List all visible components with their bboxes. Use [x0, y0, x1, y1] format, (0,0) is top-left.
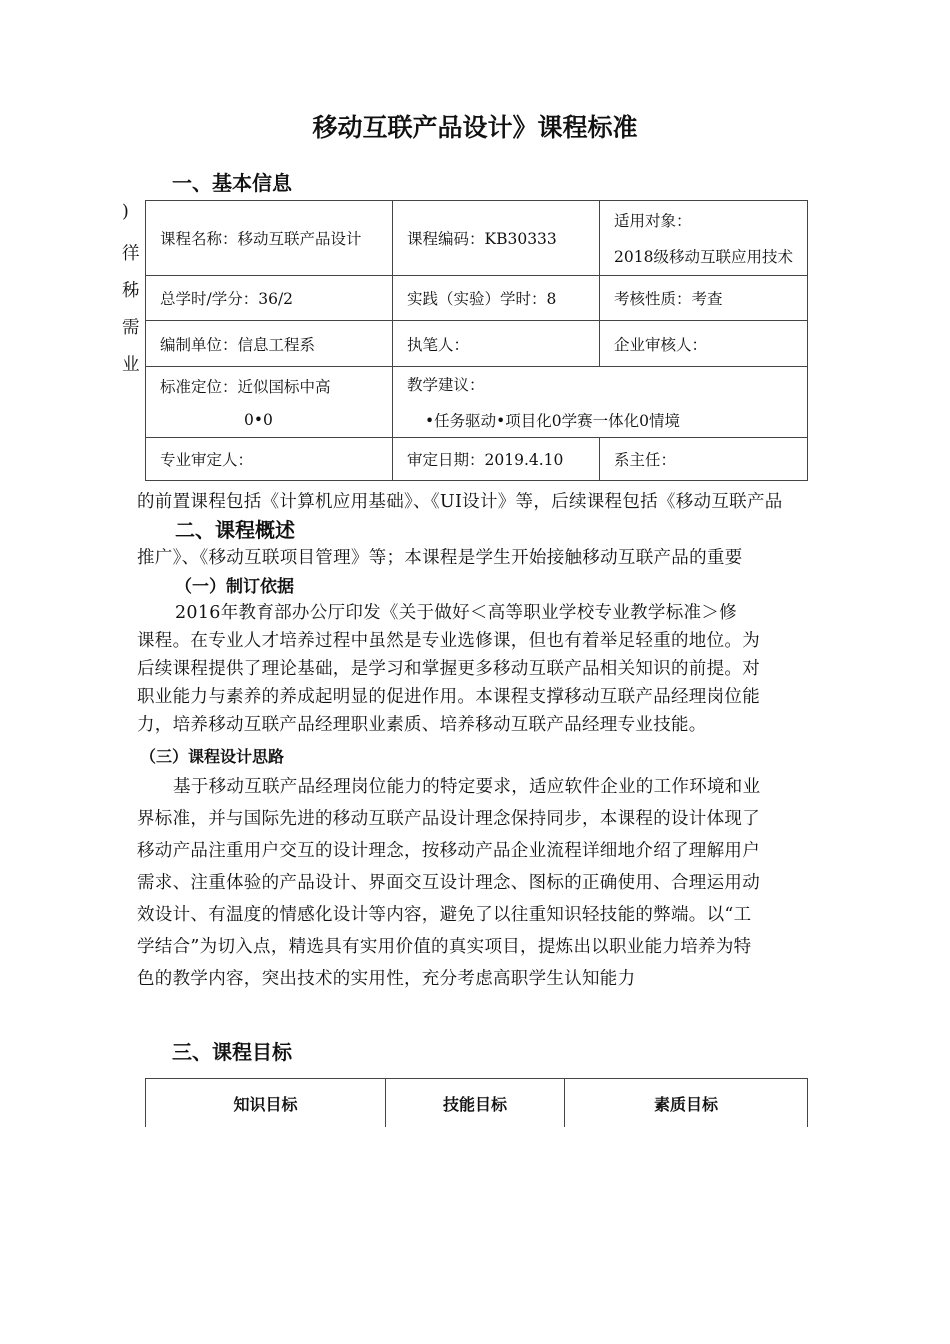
section-overview-heading: 二、课程概述: [175, 518, 295, 542]
hidden-text-fragment: 业: [122, 355, 140, 375]
positioning-cell: [146, 367, 393, 438]
quality-goal-header: 素质目标: [565, 1079, 808, 1128]
design-line: 学结合”为切入点，精选具有实用价值的真实项目，提炼出以职业能力培养为特: [137, 937, 752, 957]
design-line: 效设计、有温度的情感化设计等内容，避免了以往重知识轻技能的弊端。以“工: [137, 905, 752, 925]
design-subheading: （三）课程设计思路: [140, 747, 285, 766]
basis-line: 2016年教育部办公厅印发《关于做好＜高等职业学校专业教学标准＞修: [175, 603, 737, 623]
goals-table: [145, 1078, 808, 1127]
section-goals-heading: 三、课程目标: [172, 1040, 292, 1064]
skill-goal-header: 技能目标: [386, 1079, 565, 1128]
design-line: 需求、注重体验的产品设计、界面交互设计理念、图标的正确使用、合理运用动: [137, 873, 760, 893]
director-cell: 系主任：: [600, 438, 808, 481]
writer-cell: 执笔人：: [393, 321, 600, 367]
audience-label: 适用对象：: [614, 212, 692, 230]
enterprise-reviewer-cell: 企业审核人：: [600, 321, 808, 367]
overview-line: 后续课程提供了理论基础，是学习和掌握更多移动互联产品相关知识的前提。对: [137, 659, 760, 679]
document-title: 移动互联产品设计》课程标准: [312, 113, 638, 142]
audience-value: 2018级移动互联应用技术: [614, 248, 793, 266]
design-line: 界标准，并与国际先进的移动互联产品设计理念保持同步，本课程的设计体现了: [137, 809, 760, 829]
design-line: 色的教学内容，突出技术的实用性，充分考虑高职学生认知能力: [137, 969, 636, 989]
audience-cell: [600, 201, 808, 276]
hidden-text-fragment: 徉: [122, 244, 140, 264]
assessment-cell: 考核性质：考查: [600, 276, 808, 321]
hours-cell: 总学时/学分：36/2: [146, 276, 393, 321]
positioning-value: 0•0: [244, 411, 273, 429]
review-date-cell: 审定日期：2019.4.10: [393, 438, 600, 481]
teaching-label: 教学建议：: [407, 376, 485, 394]
overview-line: 职业能力与素养的养成起明显的促进作用。本课程支撑移动互联产品经理岗位能: [137, 687, 760, 707]
reviewer-cell: 专业审定人：: [146, 438, 393, 481]
overview-line: 的前置课程包括《计算机应用基础》、《UI设计》等，后续课程包括《移动互联产品: [137, 492, 783, 512]
hidden-text-fragment: 秭: [122, 281, 140, 301]
design-line: 移动产品注重用户交互的设计理念，按移动产品企业流程详细地介绍了理解用户: [137, 841, 760, 861]
overview-line: 推广》、《移动互联项目管理》等；本课程是学生开始接触移动互联产品的重要: [137, 548, 743, 568]
section-basic-info-heading: 一、基本信息: [172, 171, 292, 195]
overview-line: 课程。在专业人才培养过程中虽然是专业选修课，但也有着举足轻重的地位。为: [137, 631, 760, 651]
course-code-cell: 课程编码：KB30333: [393, 201, 600, 276]
course-name-cell: 课程名称：移动互联产品设计: [146, 201, 393, 276]
teaching-suggestion-cell: [393, 367, 808, 438]
hidden-text-fragment: 需: [122, 318, 140, 338]
basis-subheading: （一）制订依据: [175, 577, 294, 597]
hidden-text-fragment: ): [122, 202, 130, 222]
teaching-value: •任务驱动•项目化0学赛一体化0情境: [425, 412, 681, 430]
practice-hours-cell: 实践（实验）学时：8: [393, 276, 600, 321]
unit-cell: 编制单位：信息工程系: [146, 321, 393, 367]
design-line: 基于移动互联产品经理岗位能力的特定要求，适应软件企业的工作环境和业: [173, 777, 761, 797]
knowledge-goal-header: 知识目标: [146, 1079, 386, 1128]
positioning-label: 标准定位：近似国标中高: [160, 378, 331, 396]
basic-info-table: [145, 200, 808, 481]
overview-line: 力，培养移动互联产品经理职业素质、培养移动互联产品经理专业技能。: [137, 715, 707, 735]
